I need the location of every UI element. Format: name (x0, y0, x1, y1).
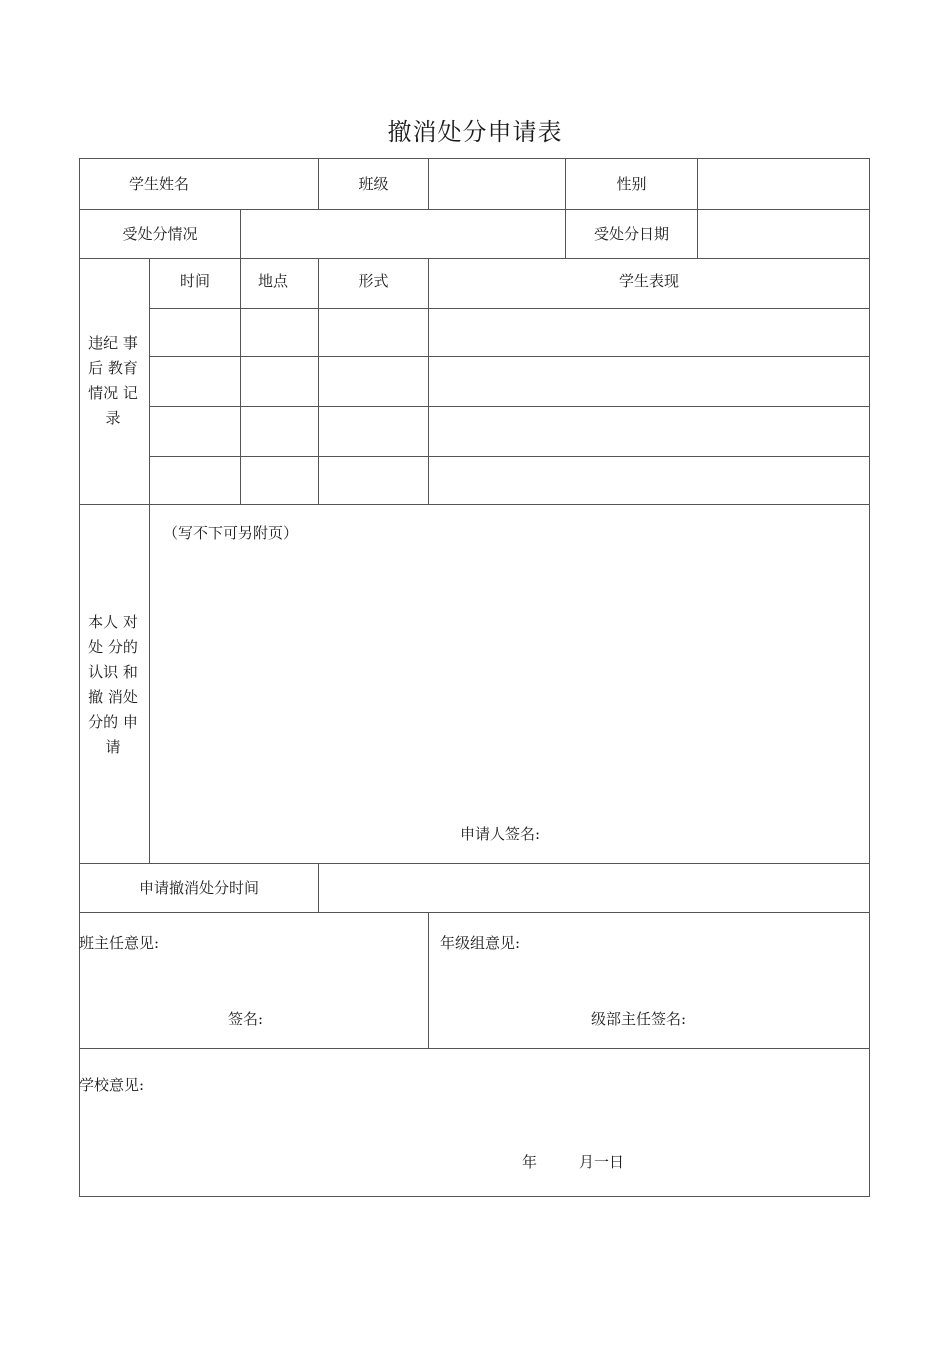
header-form: 形式 (358, 272, 389, 290)
punishment-situation-label: 受处分情况 (122, 224, 198, 243)
date-year-label: 年 (522, 1153, 538, 1171)
table-cell[interactable] (429, 357, 869, 406)
education-label-line: 违纪 事 (88, 334, 138, 352)
class-label: 班级 (358, 174, 389, 193)
punishment-situation-field[interactable] (241, 210, 565, 258)
table-cell[interactable] (319, 309, 428, 356)
attach-page-note: （写不下可另附页） (163, 524, 299, 542)
table-cell[interactable] (429, 309, 869, 356)
header-location: 地点 (257, 272, 288, 290)
date-month-day-label: 月一日 (579, 1153, 625, 1171)
table-cell[interactable] (429, 457, 869, 504)
statement-label-line: 认识 和 (88, 663, 138, 681)
table-cell[interactable] (241, 457, 318, 504)
grade-group-opinion-label: 年级组意见: (440, 934, 521, 952)
statement-label (80, 610, 146, 760)
header-time: 时间 (179, 272, 210, 290)
statement-label-line: 本人 对 (88, 613, 138, 631)
page-title: 撤消处分申请表 (387, 118, 563, 146)
head-teacher-opinion-label: 班主任意见: (79, 934, 160, 952)
apply-time-label: 申请撤消处分时间 (138, 878, 259, 897)
statement-label-line: 处 分的 (88, 638, 138, 656)
table-cell[interactable] (150, 357, 240, 406)
class-field[interactable] (429, 159, 565, 209)
head-teacher-signature-label: 签名: (228, 1010, 264, 1028)
statement-label-line: 撤 消处 (88, 688, 138, 706)
apply-time-field[interactable] (319, 864, 869, 912)
education-label-line: 录 (105, 409, 121, 427)
applicant-signature-label: 申请人签名: (460, 825, 541, 843)
grade-director-signature-label: 级部主任签名: (591, 1010, 687, 1028)
table-cell[interactable] (150, 407, 240, 456)
table-cell[interactable] (319, 457, 428, 504)
punishment-date-label: 受处分日期 (593, 224, 669, 243)
gender-field[interactable] (698, 159, 869, 209)
table-cell[interactable] (319, 407, 428, 456)
table-cell[interactable] (429, 407, 869, 456)
education-label-line: 情况 记 (88, 384, 138, 402)
table-cell[interactable] (150, 309, 240, 356)
education-record-label (80, 331, 146, 431)
punishment-date-field[interactable] (698, 210, 869, 258)
statement-text-area[interactable] (150, 505, 869, 863)
header-student-performance: 学生表现 (618, 272, 679, 290)
table-cell[interactable] (241, 407, 318, 456)
student-name-field[interactable] (240, 159, 317, 209)
table-cell[interactable] (241, 309, 318, 356)
gender-label: 性别 (616, 174, 647, 193)
table-cell[interactable] (241, 357, 318, 406)
student-name-label: 学生姓名 (128, 174, 189, 193)
education-label-line: 后 教育 (88, 359, 138, 377)
school-opinion-label: 学校意见: (79, 1076, 145, 1094)
table-cell[interactable] (150, 457, 240, 504)
table-cell[interactable] (319, 357, 428, 406)
statement-label-line: 分的 申 (88, 713, 138, 731)
school-opinion-area[interactable] (80, 1049, 869, 1196)
statement-label-line: 请 (105, 738, 121, 756)
